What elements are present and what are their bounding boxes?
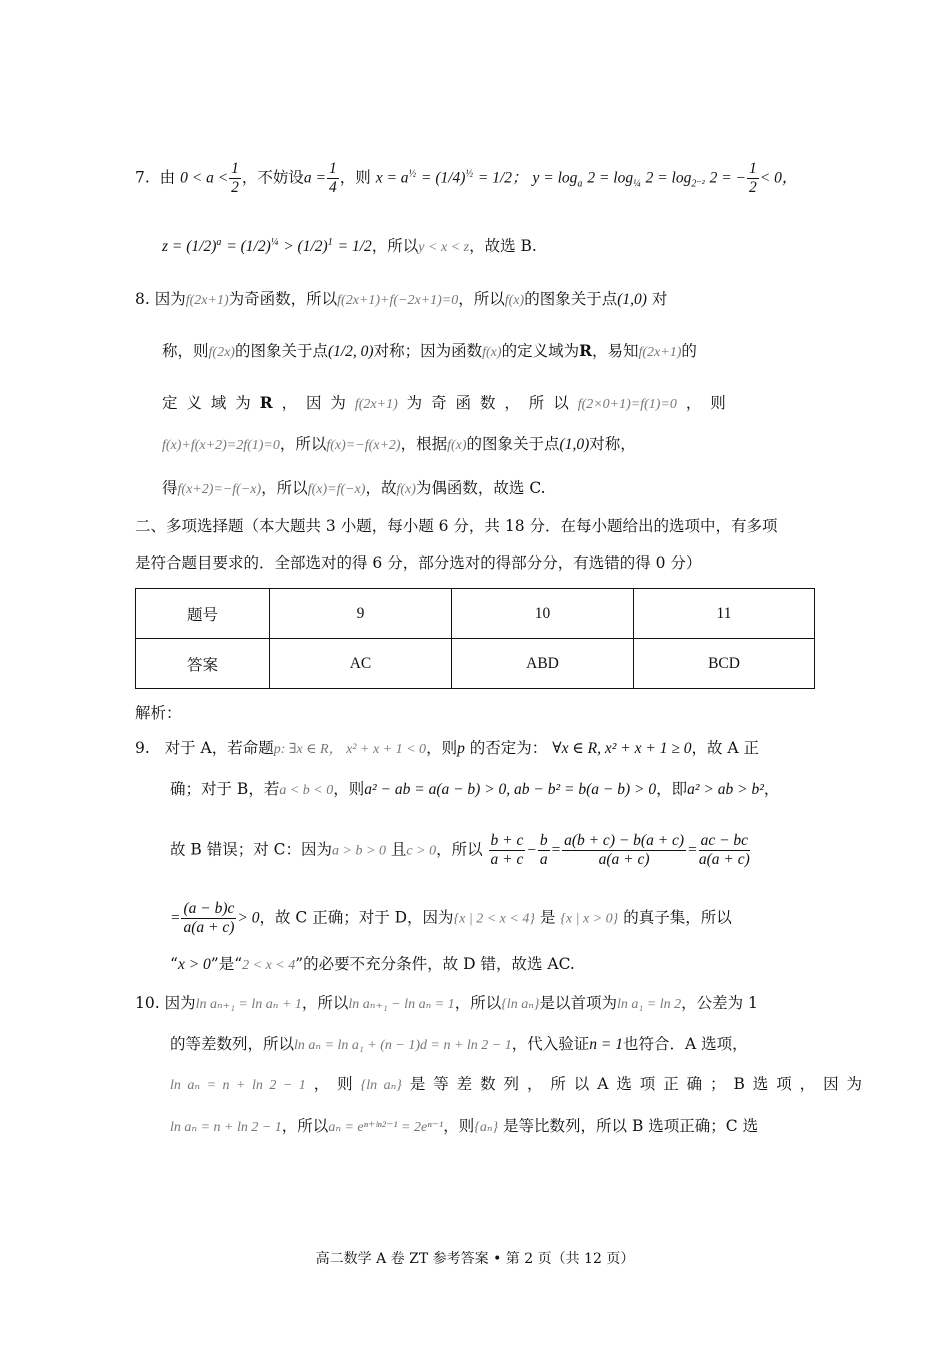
q7-line2: $z = (1/2)^a = (1/2)^{\frac{1}{4}} > (1/2)^1 = 1/2$，所以y < x < z，故选 B. — [162, 237, 537, 256]
q10-line1: 10. 因为ln aₙ₊₁ = ln aₙ + 1，所以ln aₙ₊₁ − ln aₙ = 1，所以{ln aₙ}是以首项为ln a₁ = ln 2，公差为 1 — [135, 994, 758, 1012]
q8-line4: f(x)+f(x+2)=2f(1)=0，所以f(x)=−f(x+2)，根据f(x)的图象关于点(1,0)对称， — [162, 435, 636, 453]
table-row — [136, 639, 815, 689]
q9-line2: 确；对于 B，若a < b < 0，则a² − ab = a(a − b) > 0, ab − b² = b(a − b) > 0，即a² > ab > b²， — [170, 780, 780, 798]
table-cell: 11 — [634, 589, 815, 639]
table-cell: 10 — [452, 589, 634, 639]
q8-line1: 8. 因为f(2x+1)为奇函数，所以f(2x+1)+f(−2x+1)=0，所以f(x)的图象关于点(1,0) 对 — [135, 290, 668, 308]
q8-line2: 称，则f(2x)的图象关于点(1/2, 0)对称；因为函数f(x)的定义域为R，易知f(2x+1)的 — [162, 341, 697, 360]
q10-line3: ln aₙ = n + ln 2 − 1 ， 则 {ln aₙ} 是 等 差 数 列 ， 所 以 A 选 项 正 确 ； B 选 项 ， 因 为 — [170, 1075, 863, 1093]
table-cell: ABD — [452, 639, 634, 689]
frac-1-4: $\frac{1}{4}$ — [329, 160, 337, 196]
q10-line4: ln aₙ = n + ln 2 − 1，所以aₙ = eⁿ⁺ˡⁿ²⁻¹ = 2eⁿ⁻¹，则{aₙ} 是等比数列，所以 B 选项正确；C 选 — [170, 1117, 759, 1135]
table-cell: BCD — [634, 639, 815, 689]
q9-line3: 故 B 错误；对 C：因为a > b > 0 且c > 0，所以 $\frac{b + c}{a + c}$ − $\frac{b}{a}$ = $\frac{a(b + c) - b(a + c)}{a(a + c)}$ = $\frac{ac - bc}{a(a + c)}$ — [170, 832, 750, 868]
q7-line1: 7. 由 0 < a < $\frac{1}{2}$ ，不妨设a = $\frac{1}{4}$ ，则 $x = a^{\frac{1}{2}} = (1/4)^{\frac{1}{2}} = 1/2$； $y = \log_a 2 = \log_{\frac{1}{4}} 2 = \log_{2^{-2}} 2$ = − $\frac{1}{2}$ < 0， — [135, 160, 798, 196]
page-footer: 高二数学 A 卷 ZT 参考答案 • 第 2 页（共 12 页） — [315, 1251, 635, 1267]
q9-line1: 9. 对于 A，若命题p: ∃x ∈ R， x² + x + 1 < 0，则p 的否定为： ∀x ∈ R, x² + x + 1 ≥ 0，故 A 正 — [135, 739, 760, 757]
answer-table — [135, 588, 815, 689]
q10-line2: 的等差数列，所以ln aₙ = ln a₁ + (n − 1)d = n + ln 2 − 1，代入验证n = 1也符合．A 选项， — [170, 1035, 748, 1053]
q8-line3: 定 义 域 为 R ， 因 为 f(2x+1) 为 奇 函 数 ， 所 以 f(2×0+1)=f(1)=0 ， 则 — [162, 393, 726, 412]
q9-line4: = $\frac{(a - b)c}{a(a + c)}$ > 0，故 C 正确；对于 D，因为{x | 2 < x < 4} 是 {x | x > 0} 的真子集，所以 — [170, 900, 732, 936]
section2-line2: 是符合题目要求的．全部选对的得 6 分，部分选对的得部分分，有选错的得 0 分） — [135, 554, 702, 572]
jiexi-label: 解析： — [135, 704, 182, 722]
table-cell: 题号 — [136, 589, 270, 639]
table-cell: AC — [270, 639, 452, 689]
frac-1-2: $\frac{1}{2}$ — [231, 160, 239, 196]
table-cell: 答案 — [136, 639, 270, 689]
table-row — [136, 589, 815, 639]
q8-line5: 得f(x+2)=−f(−x)，所以f(x)=f(−x)，故f(x)为偶函数，故选 C. — [162, 479, 546, 497]
table-cell: 9 — [270, 589, 452, 639]
q9-line5: “x > 0”是“2 < x < 4”的必要不充分条件，故 D 错，故选 AC. — [170, 955, 575, 973]
section2-line1: 二、多项选择题（本大题共 3 小题，每小题 6 分，共 18 分．在每小题给出的选项中，有多项 — [135, 517, 778, 535]
